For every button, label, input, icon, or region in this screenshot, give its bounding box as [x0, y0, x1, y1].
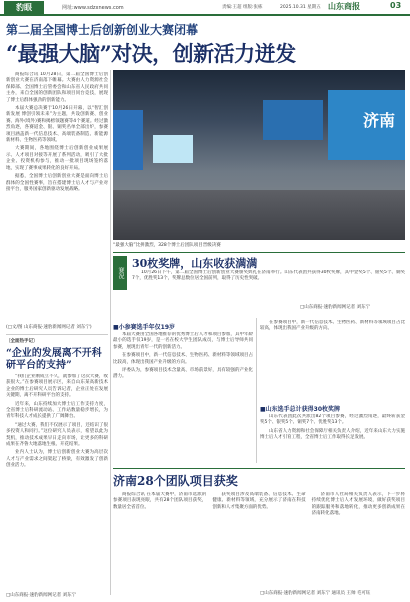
left-paragraph: “我们企业刚成立不久，就参加了这次大赛，收获很大。”在参赛项目展示区，来自山东某高新技术企业的博士后研究人员告诉记者，企业正处在发展关键期，离不开科研平台的支持。 [6, 374, 108, 399]
website-label: 网址:www.sdzxnews.com [62, 5, 124, 11]
section2-lead [132, 270, 405, 300]
photo-screen [153, 135, 193, 163]
section-divider [113, 252, 405, 253]
sub2-body [260, 414, 405, 464]
photo-sign-center [263, 100, 323, 140]
section2-tag: 赛况 [113, 256, 127, 290]
sub1-paragraph: 评委认为，参赛项目技术含量高、市场前景好，具有较强的产业化潜力。 [113, 368, 253, 380]
page-number: 03 [390, 1, 402, 10]
lead-paragraph: 商报综合讯 10月28日，第二届全国博士后创新创业大赛在济南落下帷幕。大赛由人力资源社会保障部、全国博士后管委会和山东省人民政府共同主办，来自全国的创新团队和项目同台竞技，展现了博士后群体强劲的创新能力。 [6, 72, 108, 103]
event-photo [113, 70, 405, 240]
left-paragraph: “通过大赛，我们不仅展示了项目，还结识了很多投资人和同行。”这位研究人员表示，希望以此为契机，推动技术成果早日走向市场，让更多的科研成果在齐鲁大地落地生根、开花结果。 [6, 422, 108, 448]
photo-crowd [113, 190, 405, 240]
left-source: □山东商报·速豹新闻网记者 刘东宁 [6, 593, 77, 598]
lead-column [6, 72, 108, 322]
page-header [0, 0, 410, 16]
lead-paragraph: 大赛期间，各地围绕博士后创新创业成果展示、人才项目对接等开展了系列活动，吸引了大批企业、投资机构参与，推动一批项目现场签约落地，实现了赛事成果转化的良好开局。 [6, 146, 108, 171]
section3-paragraph: 获奖项目涉及高端装备、信息技术、生命健康、新材料等领域，充分展示了济南在科技创新和人才集聚方面的优势。 [212, 492, 306, 510]
article-headline: “最强大脑”对决，创新活力迸发 [6, 41, 296, 66]
sub2-paragraph: 山东省人力资源和社会保障厅相关负责人介绍，近年来山东大力实施博士后人才引育工程，全省博士后工作取得长足发展。 [260, 428, 405, 441]
sub1-paragraph: 本届大赛由全国各地推荐的优秀博士后人才和项目参加，其中年龄最小的选手仅19岁，是一名在校大学生团队成员，与博士后导师共同参赛，展现出青年一代的创新活力。 [113, 332, 253, 350]
section2-title: 30枚奖牌，山东收获满满 [132, 257, 258, 270]
divider [6, 334, 108, 335]
photo-caption: “最强大脑”比拼激烈，328个博士后团队项目晋级决赛 [113, 243, 221, 248]
sub1-paragraph: 在参赛项目中，新一代信息技术、生物医药、新材料等领域项目占比较高，体现出我国产业升级的方向。 [113, 353, 253, 365]
left-subhead: “企业的发展离不开科研平台的支持” [6, 348, 102, 371]
section3-source: □山东商报·速豹新闻网记者 刘东宁 通讯员 王帅 毛可钰 [260, 591, 371, 596]
section3-body [113, 492, 405, 588]
section2-lead-text: 10月26日下午，第二届全国博士后创新创业大赛颁奖典礼在济南举行。山东代表团共获得30枚奖牌，其中金奖5个、银奖5个、铜奖7个，优胜奖13个，奖牌总数位居全国前列，取得了历史性突破。 [132, 270, 405, 282]
sub2-paragraph: 山东代表团此次共派出82个项目参赛，经过激烈角逐，最终斩获金奖5个、银奖5个、铜奖7个、优胜奖13个。 [260, 414, 405, 426]
left-paragraph: 近年来，山东持续加大博士后工作支持力度，全省博士后科研流动站、工作站数量稳步增长，为青年科技人才成长提供了广阔舞台。 [6, 401, 108, 420]
article-kicker: 第二届全国博士后创新创业大赛闭幕 [6, 23, 199, 37]
lead-paragraph: 据悉，全国博士后创新创业大赛是面向博士后群体的全国性赛事，旨在搭建博士后人才与产业对接平台，服务国家创新驱动发展战略。 [6, 174, 108, 192]
section-divider [113, 468, 405, 469]
paper-logo: 豹眼 [4, 1, 44, 14]
editor-label: 责编:王超 组版:张栋 [222, 5, 263, 10]
sub1-body [113, 332, 253, 462]
section3-paragraph: 济南市人社局相关负责人表示，下一步将持续优化博士后人才发展环境，做好获奖项目的跟踪服务和落地转化，推动更多创新成果在济南转化落地。 [311, 492, 405, 517]
left-paragraph: 业内人士认为，博士后创新创业大赛为高层次人才与产业需求之间架起了桥梁，有效激发了创新创业活力。 [6, 450, 108, 469]
paper-name: 山东商报 [328, 2, 360, 11]
photo-jinan-text: 济南 [362, 111, 395, 130]
section3-title: 济南28个团队项目获奖 [113, 474, 238, 488]
left-body [6, 374, 108, 588]
sub2-heading: ■山东选手总计获得30枚奖牌 [260, 406, 341, 413]
lead-source: (□文/图 山东商报·速豹新闻网记者 刘东宁) [6, 325, 92, 330]
sub1-heading: ■小参赛选手年仅19岁 [113, 324, 176, 331]
column-divider [256, 318, 257, 463]
section3-paragraph: 商报综合讯 在本届大赛中，济南市选派的参赛项目表现亮眼，共有28个团队项目获奖，数量居全省首位。 [113, 492, 207, 510]
sub1-continued [260, 320, 405, 400]
left-section-label: 〔全面热手记〕 [6, 339, 38, 344]
lead-paragraph: 本届大赛总决赛于10月26日开幕，以“智汇创新发展 博创引领未来”为主题，共设创新赛、创业赛、海外(境外)赛和揭榜领题赛等4个赛道。经过激烈角逐，各赛道金、银、铜奖名单全部出炉，参赛项目涵盖新一代信息技术、高端装备制造、新能源新材料、生物医药等领域。 [6, 106, 108, 144]
photo-sign-left [113, 110, 143, 170]
column-divider [110, 70, 111, 595]
section2-source: □山东商报·速豹新闻网记者 刘东宁 [300, 305, 371, 310]
issue-date: 2025.10.31 星期五 [280, 5, 321, 10]
sub1-paragraph: 在参赛项目中，新一代信息技术、生物医药、新材料等领域项目占比较高，体现出我国产业升级的方向。 [260, 320, 405, 332]
